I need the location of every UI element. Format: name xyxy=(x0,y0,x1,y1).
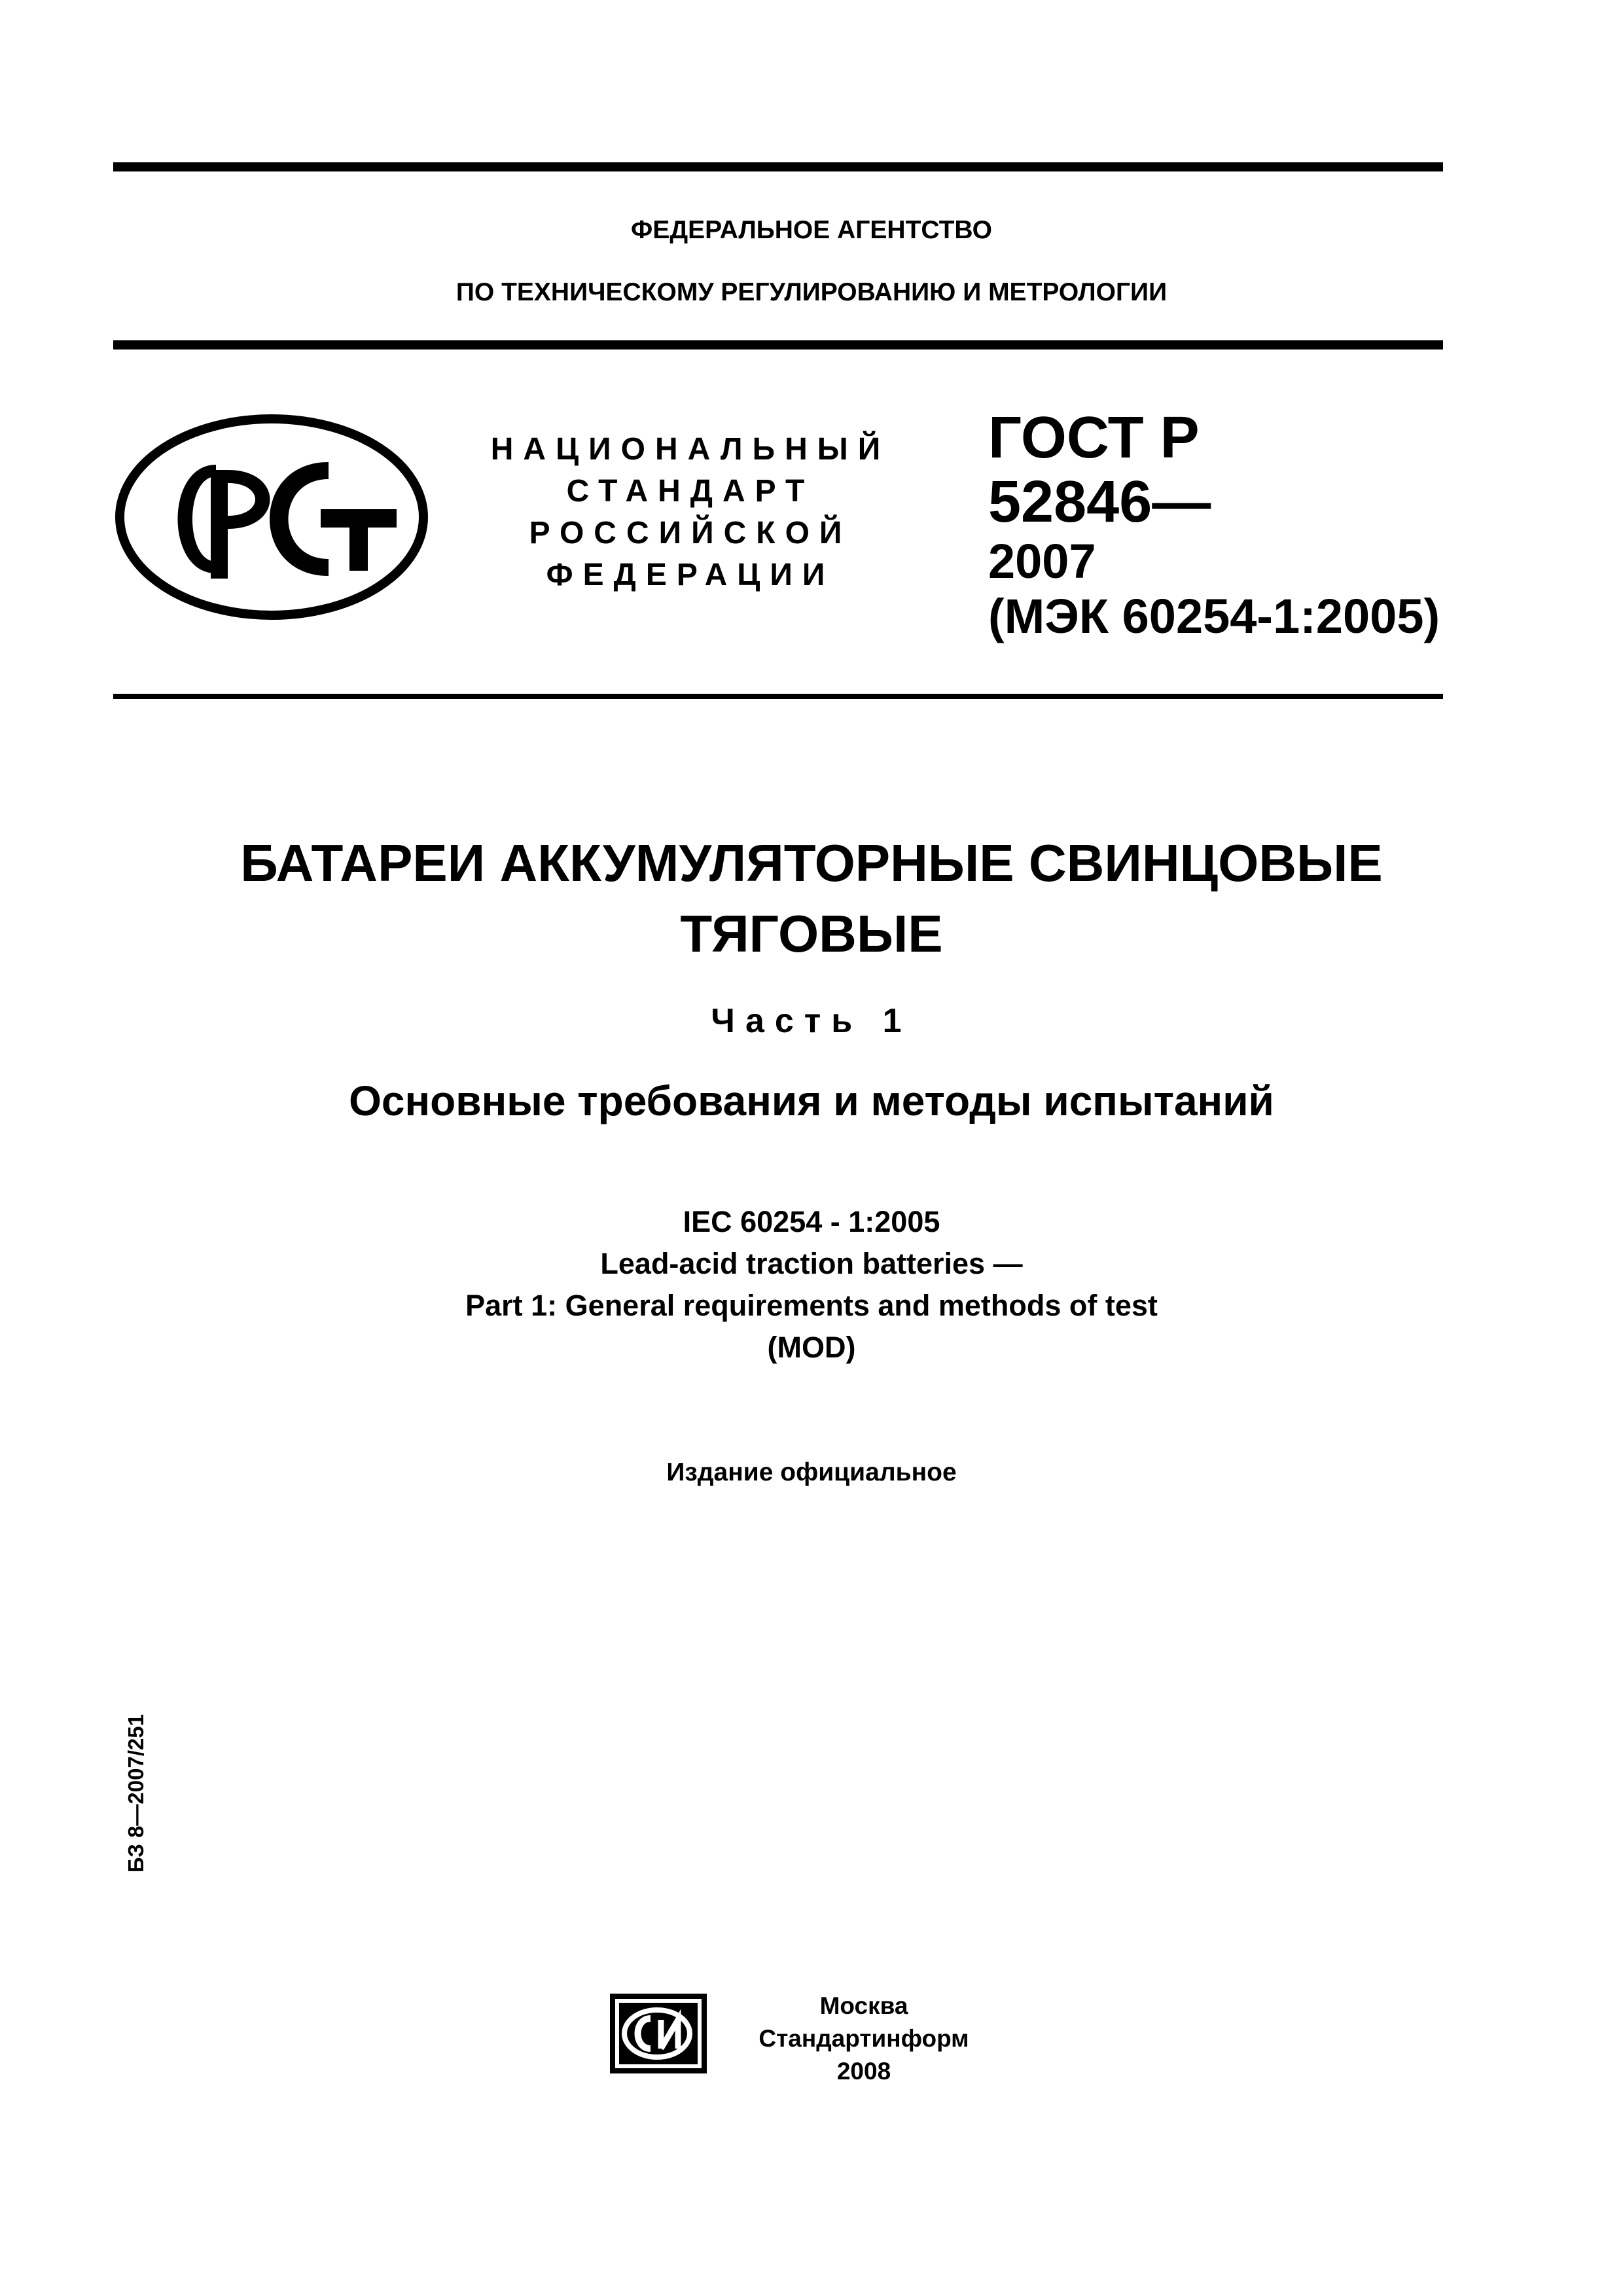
gost-line-4: (МЭК 60254-1:2005) xyxy=(988,589,1440,643)
iec-line-1: IEC 60254 - 1:2005 xyxy=(683,1205,940,1238)
title-line-2: ТЯГОВЫЕ xyxy=(680,905,943,963)
national-line-4: ФЕДЕРАЦИИ xyxy=(546,558,835,592)
national-line-2: СТАНДАРТ xyxy=(566,474,815,509)
national-line-3: РОССИЙСКОЙ xyxy=(529,516,852,550)
publisher-city: Москва xyxy=(819,1992,908,2019)
edition-label: Издание официальное xyxy=(666,1458,957,1486)
top-rule xyxy=(113,162,1443,171)
title-line-1: БАТАРЕИ АККУМУЛЯТОРНЫЕ СВИНЦОВЫЕ xyxy=(240,834,1383,892)
agency-line-2: ПО ТЕХНИЧЕСКОМУ РЕГУЛИРОВАНИЮ И МЕТРОЛОГИИ xyxy=(455,278,1168,306)
agency-line-1: ФЕДЕРАЛЬНОЕ АГЕНТСТВО xyxy=(631,216,992,244)
iec-line-4: (MOD) xyxy=(767,1331,856,1364)
subtitle: Основные требования и методы испытаний xyxy=(349,1077,1274,1124)
block-rule xyxy=(113,694,1443,699)
national-standard-text xyxy=(471,429,910,596)
part-label: Часть 1 xyxy=(711,1002,912,1040)
gost-line-1: ГОСТ Р xyxy=(988,405,1200,471)
publisher-name: Стандартинформ xyxy=(758,2025,969,2052)
header-rule xyxy=(113,340,1443,350)
gost-number xyxy=(988,406,1440,644)
publisher-block xyxy=(733,1990,995,2088)
gost-line-3: 2007 xyxy=(988,534,1096,588)
standartinform-logo-icon xyxy=(610,1994,707,2073)
iec-line-2: Lead-acid traction batteries — xyxy=(600,1247,1023,1280)
national-line-1: НАЦИОНАЛЬНЫЙ xyxy=(490,432,891,467)
gost-line-2: 52846— xyxy=(988,469,1211,535)
publisher-year: 2008 xyxy=(836,2058,891,2085)
rst-certification-logo-icon xyxy=(113,411,431,623)
iec-line-3: Part 1: General requirements and methods of test xyxy=(465,1289,1158,1322)
side-code: БЗ 8—2007/251 xyxy=(124,1713,148,1873)
